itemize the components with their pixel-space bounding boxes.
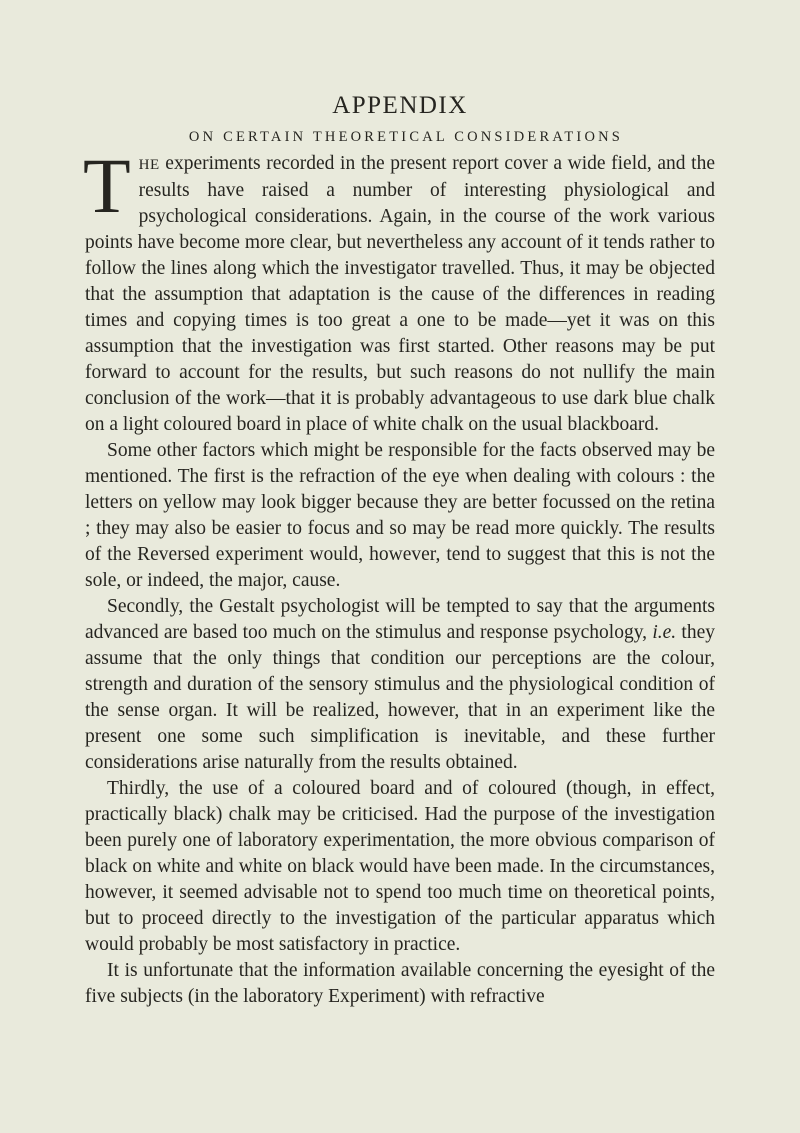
paragraph-5: It is unfortunate that the information available concerning the eyesight of the five subjects (in the laboratory Experiment) with refractive [85, 960, 715, 1007]
page-subtitle: ON CERTAIN THEORETICAL CONSIDERATIONS [188, 129, 624, 145]
page-title: APPENDIX [332, 92, 468, 119]
paragraph-3-italic: i.e. [652, 622, 677, 643]
paragraph-3 [85, 594, 715, 776]
paragraph-3-text-before: Secondly, the Gestalt psychologist will be tempted to say that the arguments advanced are based too much on the stimulus and response psychology, [85, 596, 715, 643]
paragraph-1-text: experiments recorded in the present report cover a wide field, and the results have raised a number of interesting physiological and psychological considerations. Again, in the course of the work various points have become more clear, but nevertheless any account of it tends rather to follow the lines along which the investigator travelled. Thus, it may be objected that the assumption that adaptation is the cause of the differences in reading times and copying times is too great a one to be made—yet it was on this assumption that the investigation was first started. Other reasons may be put forward to account for the results, but such reasons do not nullify the main conclusion of the work—that it is probably advantageous to use dark blue chalk on a light coloured board in place of white chalk on the usual blackboard. [85, 153, 715, 435]
body-text [83, 142, 715, 1010]
paragraph-1 [83, 142, 715, 438]
paragraph-4: Thirdly, the use of a coloured board and of coloured (though, in effect, practically black) chalk may be criticised. Had the purpose of the investigation been purely one of laboratory experimentation, the more obvious comparison of black on white and white on black would have been made. In the circumstances, however, it seemed advisable not to spend too much time on theoretical points, but to proceed directly to the investigation of the particular apparatus which would probably be most satisfactory in practice. [85, 778, 715, 955]
drop-cap: T [83, 142, 131, 229]
paragraph-3-text-after: they assume that the only things that condition our perceptions are the colour, strength and duration of the sensory stimulus and the physiological condition of the sense organ. It will be realized, however, that in an experiment like the present one some such simplification is inevitable, and these further considerations arise naturally from the results obtained. [85, 622, 715, 773]
paragraph-2: Some other factors which might be responsible for the facts observed may be mentioned. The first is the refraction of the eye when dealing with colours : the letters on yellow may look bigger because they are better focussed on the retina ; they may also be easier to focus and so may be read more quickly. The results of the Reversed experiment would, however, tend to suggest that this is not the sole, or indeed, the major, cause. [85, 440, 715, 591]
lead-smallcaps: HE [138, 157, 160, 173]
